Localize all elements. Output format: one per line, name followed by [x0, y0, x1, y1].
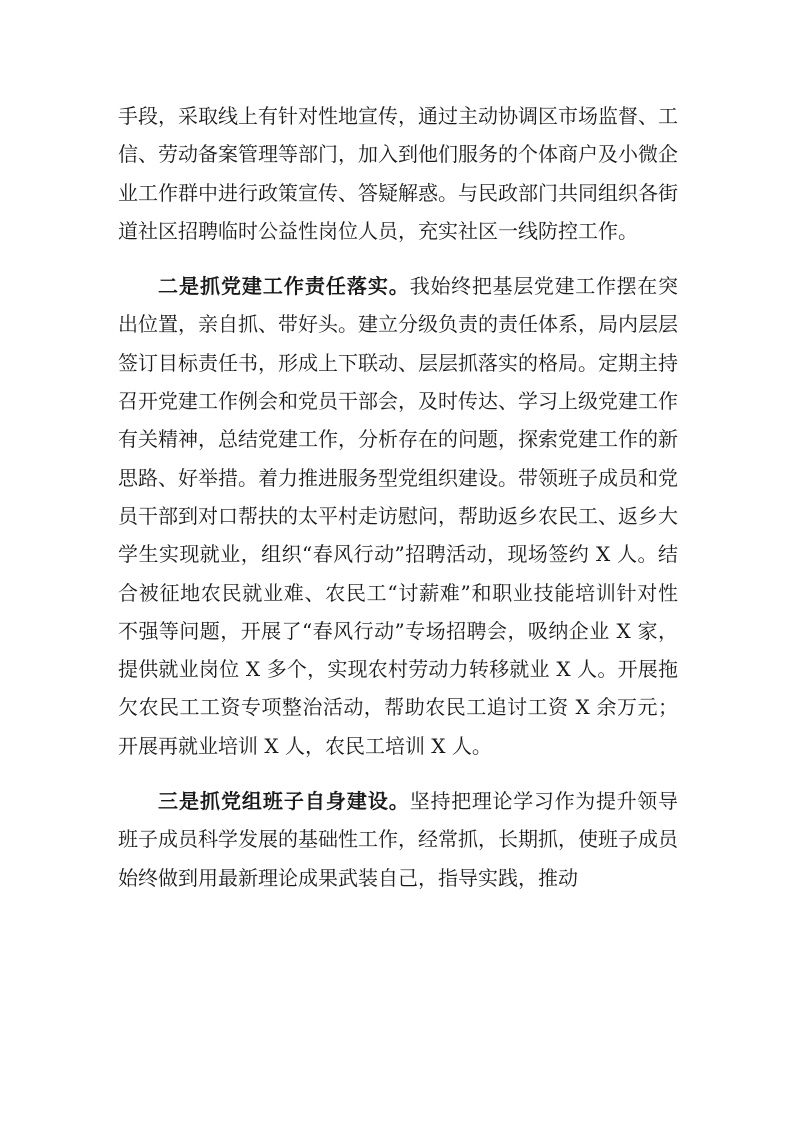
- paragraph-leadership-team: [118, 782, 678, 897]
- paragraph-text: 坚持把理论学习作为提升领导班子成员科学发展的基础性工作，经常抓，长期抓，使班子成员始终做到用最新理论成果武装自己，指导实践，推动: [118, 789, 678, 890]
- paragraph-continuation: [118, 97, 678, 250]
- paragraph-lead-heading: 二是抓党建工作责任落实。: [158, 274, 410, 299]
- document-body: [118, 97, 678, 897]
- paragraph-party-building: [118, 267, 678, 765]
- paragraph-lead-heading: 三是抓党组班子自身建设。: [158, 789, 410, 814]
- paragraph-text: 我始终把基层党建工作摆在突出位置，亲自抓、带好头。建立分级负责的责任体系，局内层层签订目标责任书，形成上下联动、层层抓落实的格局。定期主持召开党建工作例会和党员干部会，及时传达、学习上级党建工作有关精神，总结党建工作，分析存在的问题，探索党建工作的新思路、好举措。着力推进服务型党组织建设。带领班子成员和党员干部到对口帮扶的太平村走访慰问，帮助返乡农民工、返乡大学生实现就业，组织“春风行动”招聘活动，现场签约 X 人。结合被征地农民就业难、农民工“讨薪难”和职业技能培训针对性不强等问题，开展了“春风行动”专场招聘会，吸纳企业 X 家，提供就业岗位 X 多个，实现农村劳动力转移就业 X 人。开展拖欠农民工工资专项整治活动，帮助农民工追讨工资 X 余万元；开展再就业培训 X 人，农民工培训 X 人。: [118, 274, 678, 758]
- paragraph-text: 手段，采取线上有针对性地宣传，通过主动协调区市场监督、工信、劳动备案管理等部门，加入到他们服务的个体商户及小微企业工作群中进行政策宣传、答疑解惑。与民政部门共同组织各街道社区招聘临时公益性岗位人员，充实社区一线防控工作。: [118, 104, 678, 243]
